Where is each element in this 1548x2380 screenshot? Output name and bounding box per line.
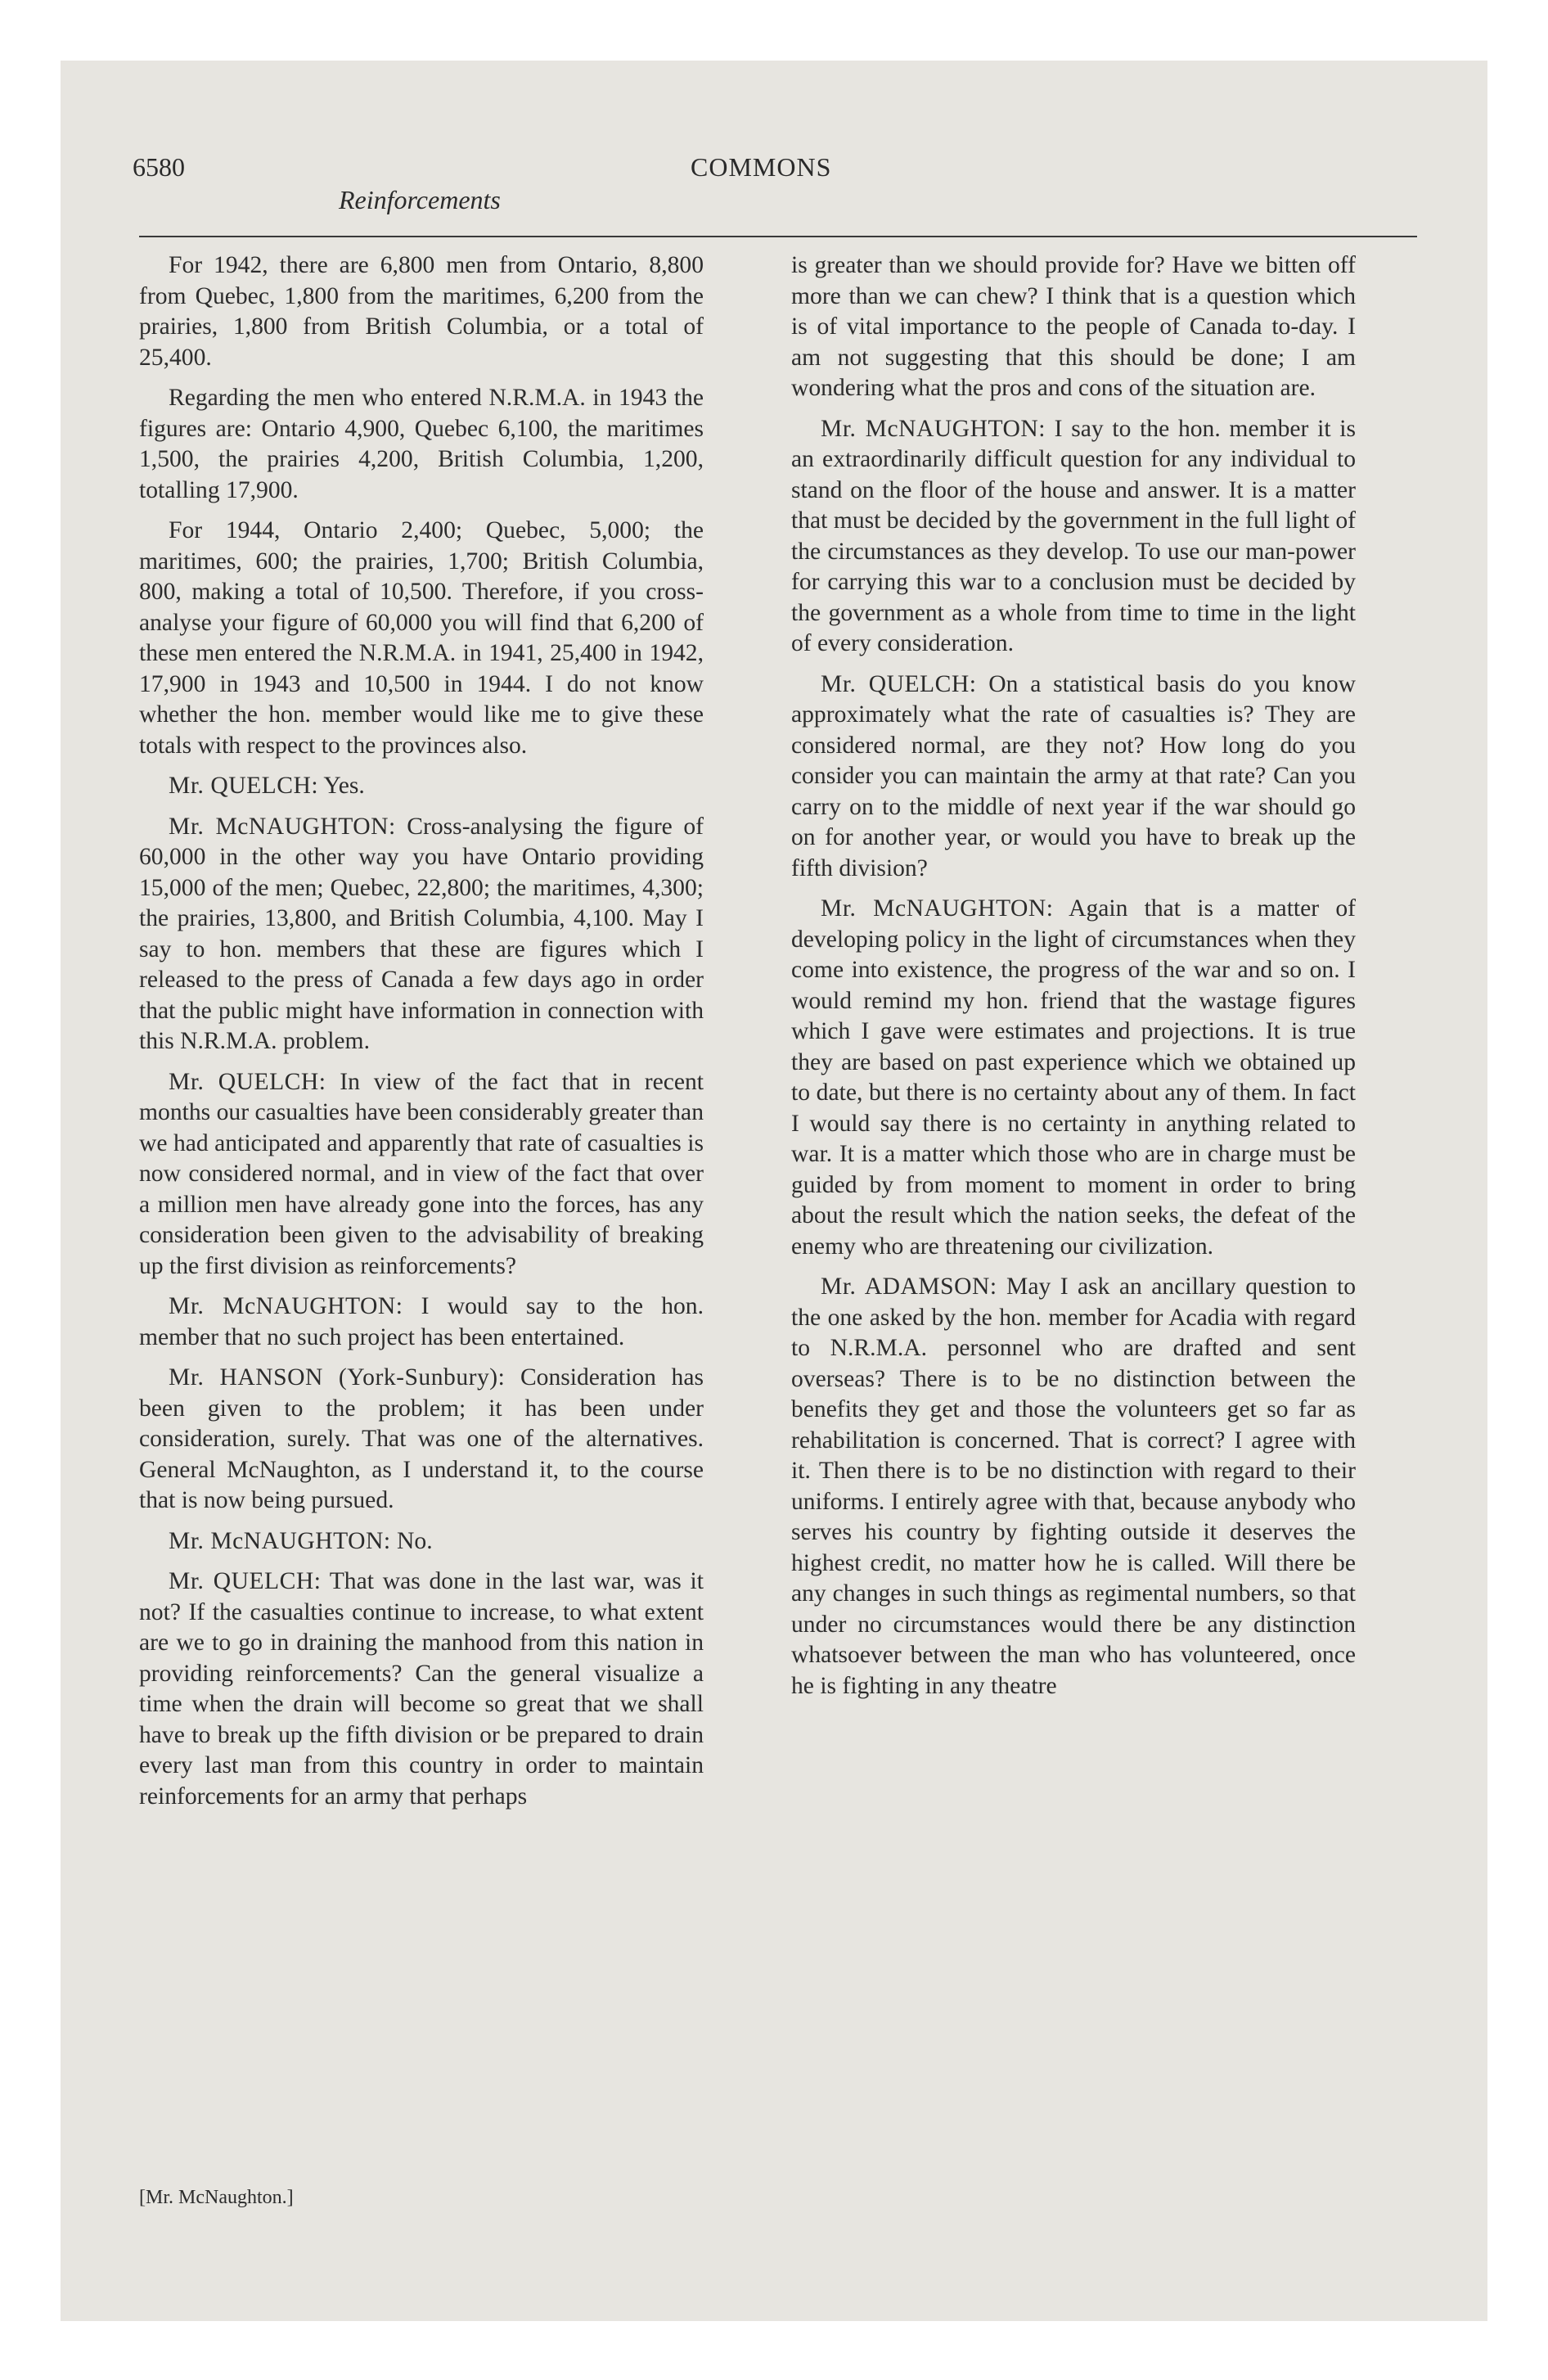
speech-text: Cross-analysing the figure of 60,000 in the other way you have Ontario providing 15,000 of the men; Quebec, 22,800; the maritimes, 4,300; the prairies, 13,800, and British Columbia, 4,100. May I say to hon. members that these are figures which I released to the press of Canada a few days ago in order that the public might have information in connection with this N.R.M.A. problem. bbox=[139, 813, 704, 1054]
paragraph: is greater than we should provide for? Have we bitten off more than we can chew? I think that is a question which is of vital importance to the people of Canada to-day. I am not suggesting that this should be done; I am wondering what the pros and cons of the situation are. bbox=[791, 252, 1356, 401]
speaker-name: Mr. McNAUGHTON: bbox=[169, 1293, 403, 1319]
speaker-name: Mr. QUELCH: bbox=[821, 670, 977, 697]
speaker-name: Mr. McNAUGHTON: bbox=[169, 1527, 391, 1554]
speaker-name: Mr. McNAUGHTON: bbox=[169, 813, 396, 840]
scanned-page bbox=[61, 61, 1487, 2321]
speech bbox=[139, 1067, 704, 1282]
speaker-name: Mr. QUELCH: bbox=[169, 1568, 322, 1594]
speaker-name: Mr. McNAUGHTON: bbox=[821, 415, 1046, 442]
header-rule bbox=[139, 236, 1417, 237]
speech-text: In view of the fact that in recent months our casualties have been considerably greater than we had anticipated and apparently that rate of casualties is now considered normal, and in view of the fact that over a million men have already gone into the forces, has any consideration been given to the advisability of breaking up the first division as reinforcements? bbox=[139, 1068, 704, 1279]
speech bbox=[791, 669, 1356, 885]
speech bbox=[791, 1272, 1356, 1702]
speaker-name: Mr. McNAUGHTON: bbox=[821, 895, 1054, 922]
speech bbox=[139, 812, 704, 1057]
speech-text: Again that is a matter of developing policy in the light of circumstances when they come into existence, the progress of the war and so on. I would remind my hon. friend that the wastage figures which I gave were estimates and projections. It is true they are based on past experience which we obtained up to date, but there is no certainty about any of them. In fact I would say there is no certainty in anything related to war. It is a matter which those who are in charge must be guided by from moment to moment in order to bring about the result which the nation seeks, the defeat of the enemy who are threatening our civilization. bbox=[791, 895, 1356, 1260]
speech-text: Yes. bbox=[318, 773, 365, 799]
section-title: Reinforcements bbox=[339, 185, 501, 214]
speech bbox=[139, 1526, 704, 1557]
speech bbox=[139, 1363, 704, 1517]
speech-text: No. bbox=[390, 1527, 433, 1554]
speech bbox=[791, 414, 1356, 660]
speech-text: I say to the hon. member it is an extraordinarily difficult question for any individual to stand on the floor of the house and answer. It is a matter that must be decided by the government in the full light of the circumstances as they develop. To use our man-power for carrying this war to a conclusion must be decided by the government as a whole from time to time in the light of every consideration. bbox=[791, 415, 1356, 656]
speech bbox=[139, 771, 704, 802]
page-number: 6580 bbox=[133, 152, 185, 182]
speaker-name: Mr. ADAMSON: bbox=[821, 1273, 997, 1300]
running-head: COMMONS bbox=[691, 152, 832, 182]
speech-text: That was done in the last war, was it not? If the casualties continue to increase, to what extent are we to go in draining the manhood from this nation in providing reinforcements? Can the general visualize a time when the drain will become so great that we shall have to break up the fifth division or be prepared to drain every last man from this country in order to maintain reinforcements for an army that perhaps bbox=[139, 1568, 704, 1810]
speech-text: On a statistical basis do you know approximately what the rate of casualties is? They are considered normal, are they not? How long do you consider you can maintain the army at that rate? Can you carry on to the middle of next year if the war should go on for another year, or would you have to break up the fifth division? bbox=[791, 670, 1356, 881]
left-column bbox=[139, 250, 704, 1822]
speaker-name: Mr. HANSON (York-Sunbury): bbox=[169, 1364, 506, 1391]
speaker-name: Mr. QUELCH: bbox=[169, 1068, 326, 1095]
speech-text: I would say to the hon. member that no such project has been entertained. bbox=[139, 1293, 704, 1350]
paragraph: For 1944, Ontario 2,400; Quebec, 5,000; the maritimes, 600; the prairies, 1,700; British Columbia, 800, making a total of 10,500. Therefore, if you cross-analyse your figure of 60,000 you will find that 6,200 of these men entered the N.R.M.A. in 1941, 25,400 in 1942, 17,900 in 1943 and 10,500 in 1944. I do not know whether the hon. member would like me to give these totals with respect to the provinces also. bbox=[139, 517, 704, 759]
footer-note: [Mr. McNaughton.] bbox=[139, 2187, 294, 2208]
paragraph: Regarding the men who entered N.R.M.A. in 1943 the figures are: Ontario 4,900, Quebec 6,100, the maritimes 1,500, the prairies 4,200, British Columbia, 1,200, totalling 17,900. bbox=[139, 385, 704, 503]
right-column bbox=[791, 250, 1356, 1711]
speaker-name: Mr. QUELCH: bbox=[169, 773, 319, 799]
page-header bbox=[61, 61, 1487, 249]
speech bbox=[791, 894, 1356, 1262]
speech bbox=[139, 1291, 704, 1353]
speech-text: May I ask an ancillary question to the one asked by the hon. member for Acadia with regard to N.R.M.A. personnel who are drafted and sent overseas? There is to be no distinction between the benefits they get and those the volunteers get so far as rehabilitation is concerned. That is correct? I agree with it. Then there is to be no distinction with regard to their uniforms. I entirely agree with that, because anybody who serves his country by fighting outside it deserves the highest credit, no matter how he is called. Will there be any changes in such things as regimental numbers, so that under no circumstances would there be any distinction whatsoever between the man who has volunteered, once he is fighting in any theatre bbox=[791, 1273, 1357, 1699]
speech-text: Consideration has been given to the problem; it has been under consideration, surely. That was one of the alternatives. General McNaughton, as I understand it, to the course that is now being pursued. bbox=[139, 1364, 704, 1513]
paragraph: For 1942, there are 6,800 men from Ontario, 8,800 from Quebec, 1,800 from the maritimes, 6,200 from the prairies, 1,800 from British Columbia, or a total of 25,400. bbox=[139, 252, 704, 371]
speech bbox=[139, 1566, 704, 1812]
